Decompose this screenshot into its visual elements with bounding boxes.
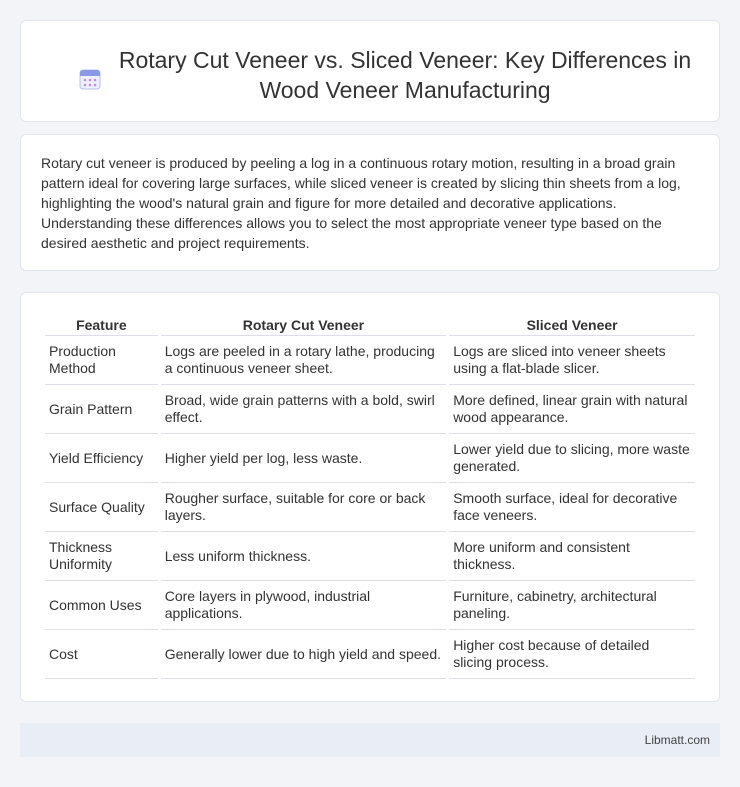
sliced-cell: Lower yield due to slicing, more waste generated. bbox=[449, 434, 695, 483]
rotary-cell: Rougher surface, suitable for core or back layers. bbox=[161, 483, 446, 532]
table-row bbox=[45, 630, 695, 679]
rotary-cell: Generally lower due to high yield and speed. bbox=[161, 630, 446, 679]
rotary-cell: Higher yield per log, less waste. bbox=[161, 434, 446, 483]
title-card bbox=[20, 20, 720, 122]
rotary-cell: Broad, wide grain patterns with a bold, swirl effect. bbox=[161, 385, 446, 434]
comparison-table bbox=[42, 315, 698, 679]
column-header-sliced: Sliced Veneer bbox=[449, 315, 695, 336]
rotary-cell: Less uniform thickness. bbox=[161, 532, 446, 581]
footer-bar bbox=[20, 723, 720, 757]
column-header-feature: Feature bbox=[45, 315, 158, 336]
table-row bbox=[45, 581, 695, 630]
table-row bbox=[45, 385, 695, 434]
footer-site-link[interactable]: Libmatt.com bbox=[644, 733, 710, 747]
sliced-cell: More uniform and consistent thickness. bbox=[449, 532, 695, 581]
rotary-cell: Core layers in plywood, industrial applications. bbox=[161, 581, 446, 630]
calendar-icon bbox=[78, 67, 102, 91]
table-header-row bbox=[45, 315, 695, 336]
page-title: Rotary Cut Veneer vs. Sliced Veneer: Key Differences in Wood Veneer Manufacturing bbox=[118, 47, 692, 103]
table-row bbox=[45, 336, 695, 385]
intro-card bbox=[20, 134, 720, 271]
intro-paragraph: Rotary cut veneer is produced by peeling a log in a continuous rotary motion, resulting in a broad grain pattern ideal for covering large surfaces, while sliced veneer is created by slicing thin sheets from a log, highlighting the wood's natural grain and figure for more detailed and decorative applications. Understanding these differences allows you to select the most appropriate veneer type based on the desired aesthetic and project requirements. bbox=[41, 155, 681, 251]
column-header-rotary: Rotary Cut Veneer bbox=[161, 315, 446, 336]
comparison-table-card bbox=[20, 292, 720, 702]
rotary-cell: Logs are peeled in a rotary lathe, producing a continuous veneer sheet. bbox=[161, 336, 446, 385]
table-row bbox=[45, 532, 695, 581]
sliced-cell: Smooth surface, ideal for decorative face veneers. bbox=[449, 483, 695, 532]
feature-cell: Production Method bbox=[45, 336, 158, 385]
feature-cell: Yield Efficiency bbox=[45, 434, 158, 483]
sliced-cell: Logs are sliced into veneer sheets using a flat-blade slicer. bbox=[449, 336, 695, 385]
feature-cell: Common Uses bbox=[45, 581, 158, 630]
table-row bbox=[45, 483, 695, 532]
sliced-cell: More defined, linear grain with natural wood appearance. bbox=[449, 385, 695, 434]
sliced-cell: Higher cost because of detailed slicing process. bbox=[449, 630, 695, 679]
feature-cell: Thickness Uniformity bbox=[45, 532, 158, 581]
sliced-cell: Furniture, cabinetry, architectural paneling. bbox=[449, 581, 695, 630]
feature-cell: Grain Pattern bbox=[45, 385, 158, 434]
feature-cell: Surface Quality bbox=[45, 483, 158, 532]
feature-cell: Cost bbox=[45, 630, 158, 679]
table-row bbox=[45, 434, 695, 483]
